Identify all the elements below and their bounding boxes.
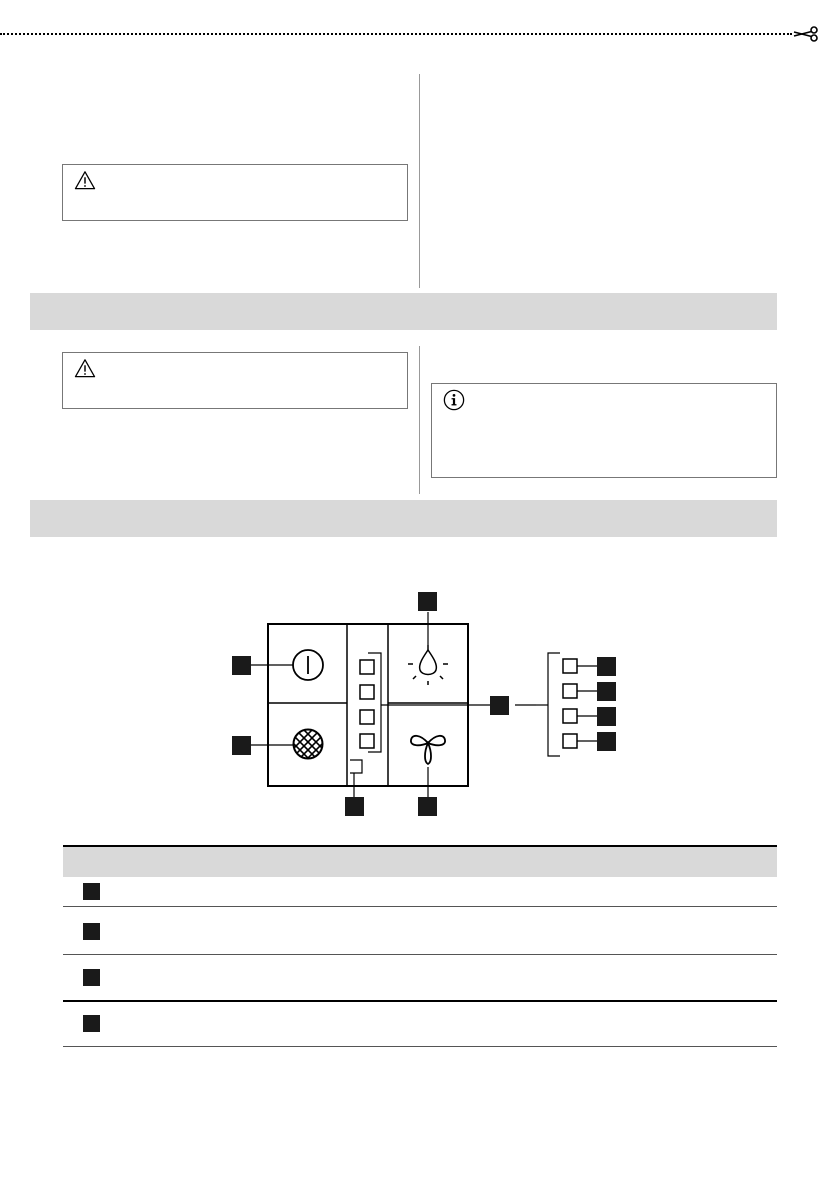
table-row-marker [83, 883, 100, 900]
table-row-marker [83, 923, 100, 940]
level-indicator [360, 660, 374, 674]
legend-indicators [563, 659, 577, 748]
callout-marker [345, 797, 364, 816]
callout-marker [597, 657, 616, 676]
level-indicator [360, 685, 374, 699]
fan-icon [411, 736, 445, 764]
level-indicator [360, 710, 374, 724]
power-icon [293, 650, 323, 680]
callout-marker [232, 736, 251, 755]
callout-marker [418, 797, 437, 816]
legend-indicator [563, 709, 577, 723]
table-row-divider [63, 954, 777, 955]
table-row-marker [83, 1015, 100, 1032]
level-indicator [360, 734, 374, 748]
legend-indicator [563, 659, 577, 673]
table-row-divider [63, 1046, 777, 1047]
callout-marker [597, 682, 616, 701]
callout-marker [418, 592, 437, 611]
callout-marker [232, 656, 251, 675]
legend-indicator [563, 684, 577, 698]
legend-bracket [548, 653, 560, 756]
timer-indicator [350, 760, 362, 773]
callout-marker [490, 696, 509, 715]
table-row-marker [83, 969, 100, 986]
light-bulb-icon [408, 645, 448, 685]
table-header [63, 845, 777, 877]
callout-marker [597, 732, 616, 751]
table-row-divider [63, 906, 777, 907]
table-row-divider [63, 1000, 777, 1002]
legend-indicator [563, 734, 577, 748]
level-indicators [360, 660, 374, 748]
callout-marker [597, 707, 616, 726]
